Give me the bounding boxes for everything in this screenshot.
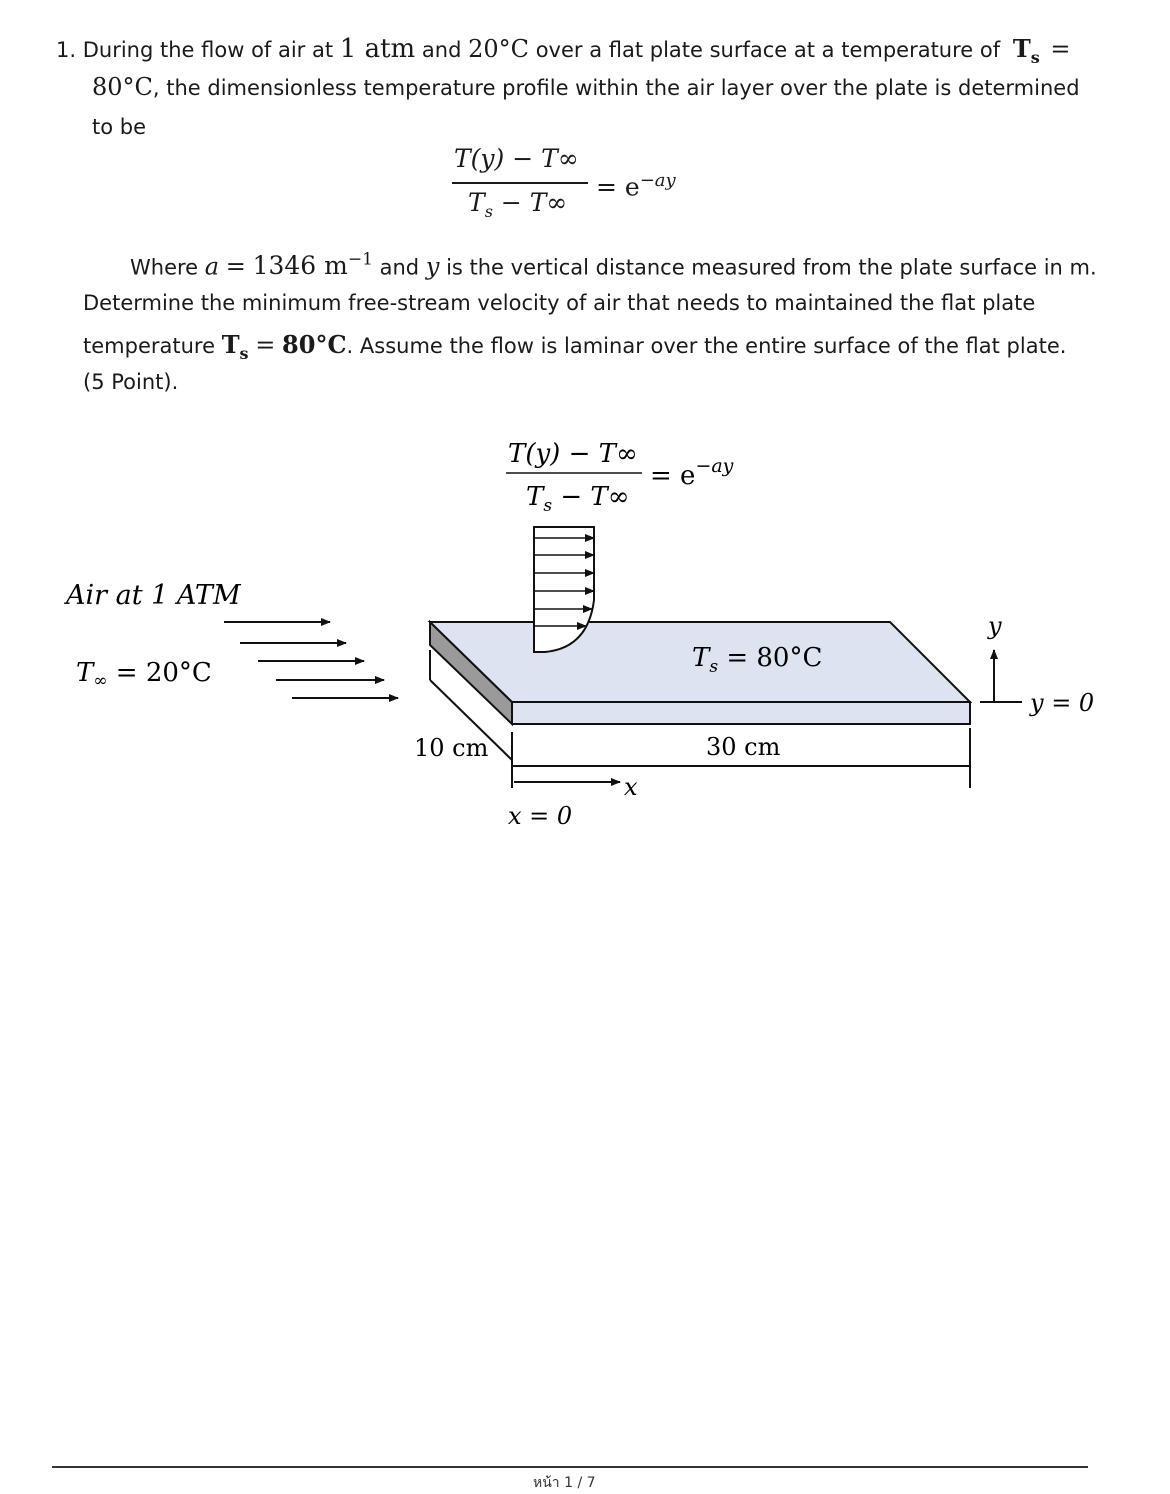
page-number: หน้า 1 / 7 [533,1475,596,1491]
ts-symbol: $T_s$ [221,330,249,363]
footer-rule [52,1466,1088,1468]
question-text: During the flow of air at [82,38,334,62]
where-text: and [379,255,420,280]
equation-numerator: T(y) − T∞ [454,144,579,173]
surface-temperature: 80°C [92,73,153,101]
equals-sign: = [255,331,276,359]
equation-denominator: $T_s - T\infty$ [468,188,568,221]
equation-rhs: = $e^{-ay}$ [596,170,676,202]
task-line-1: Determine the minimum free-stream velocity of air that needs to maintained the flat plate [83,291,1036,315]
figure-equation-rhs: = $e^{-ay}$ [650,455,734,491]
y-symbol: y [425,252,440,281]
y-origin-label: y = 0 [1030,689,1095,717]
tinf-label: T∞ = 20°C [76,658,212,691]
y-axis-label: y [988,612,1002,640]
task-temperature: 80°C [282,330,347,359]
x-origin-label: x = 0 [508,802,573,830]
equals-sign: = [1050,35,1071,63]
question-number: 1. [56,38,77,62]
length-label: 30 cm [706,733,781,761]
question-text: over a flat plate surface at a temperature of [535,38,1001,62]
x-axis-label: x [624,773,638,801]
task-text: . Assume the flow is laminar over the entire surface of the flat plate. [346,334,1067,358]
equals-sign: = [225,252,246,281]
air-temperature: 20°C [468,35,529,63]
figure-equation-numerator: T(y) − T∞ [508,439,638,469]
task-text: temperature [83,334,215,358]
plate-front-face [512,702,970,724]
ts-symbol: $T_s$ [1012,34,1040,67]
points-label: (5 Point). [83,370,179,394]
where-text: is the vertical distance measured from the plate surface in m. [446,255,1097,280]
width-label: 10 cm [414,734,489,762]
where-text: Where [130,255,199,280]
pressure-value: 1 atm [339,34,416,64]
a-symbol: a [204,252,220,281]
figure-equation-denominator: $T_s - T\infty$ [526,482,630,516]
a-value: 1346 $m^{-1}$ [252,250,373,281]
question-text: and [421,38,462,62]
question-line-3: to be [92,115,147,139]
air-label: Air at 1 ATM [66,580,241,611]
question-text: , the dimensionless temperature profile within the air layer over the plate is determined [152,76,1080,100]
ts-label: $T_s = 80^\circ C$ [692,643,823,677]
